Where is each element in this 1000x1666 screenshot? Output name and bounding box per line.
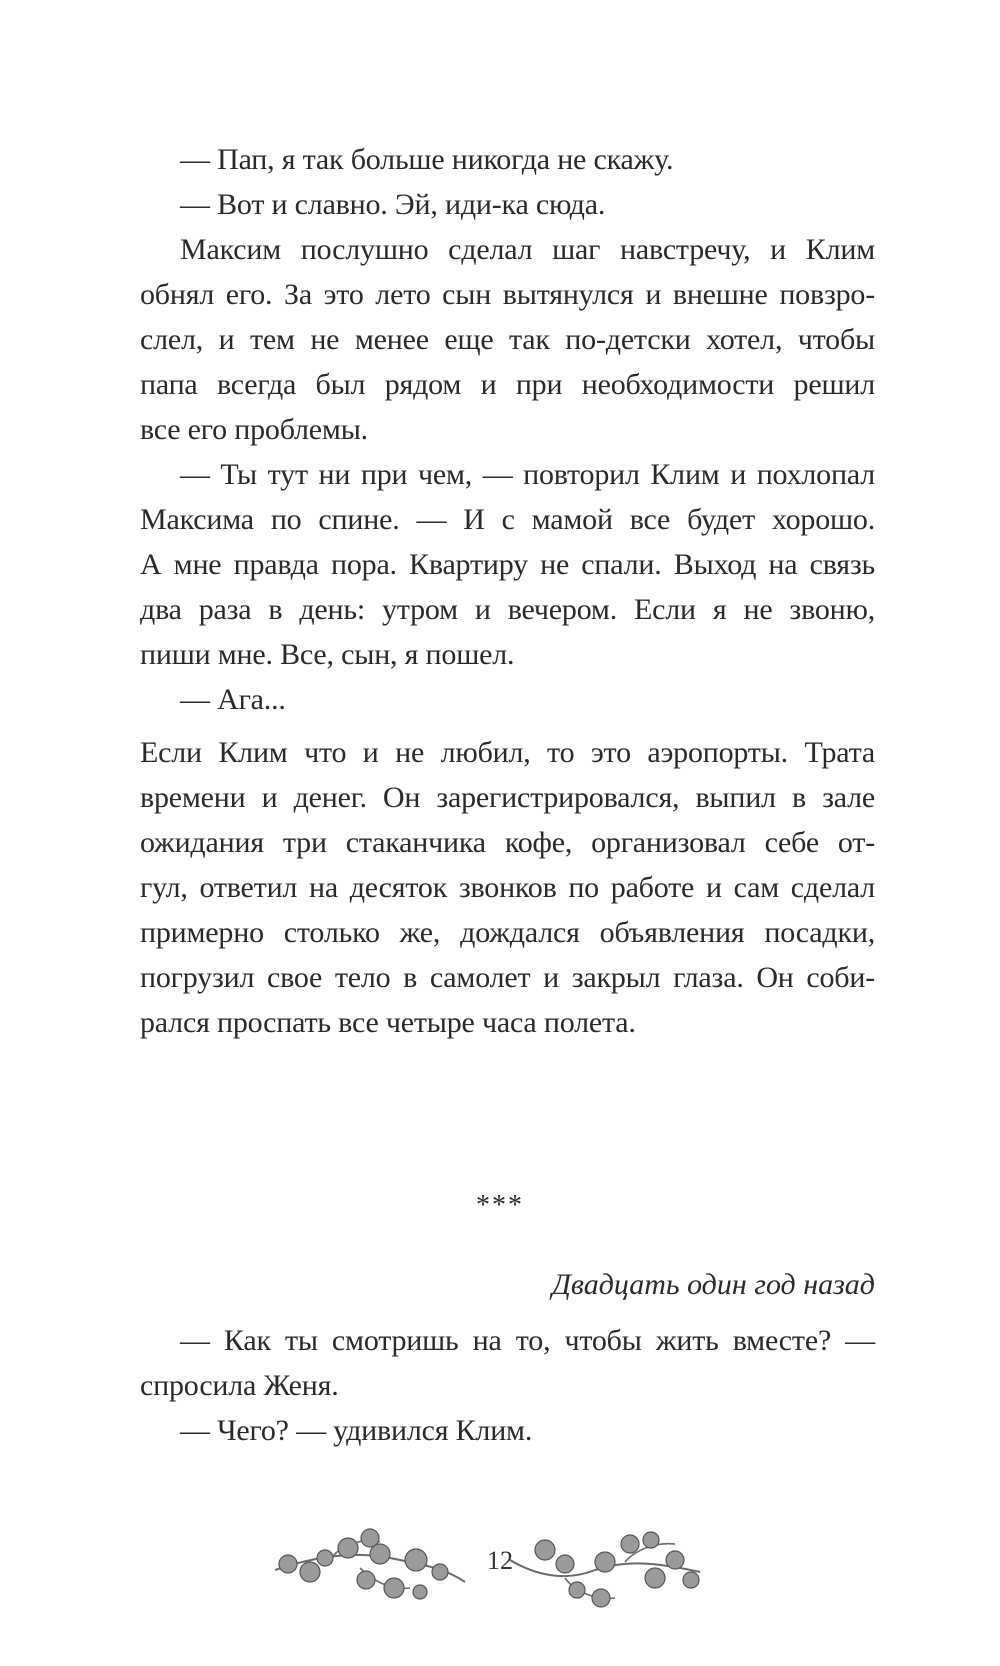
paragraph-line: примерно столько же, дождался объявления посадки, bbox=[140, 916, 875, 949]
text-block-top bbox=[140, 137, 875, 722]
paragraph-line: папа всегда был рядом и при необходимости решил bbox=[140, 368, 875, 401]
paragraph-line: гул, ответил на десяток звонков по работе и сам сделал bbox=[140, 871, 875, 904]
dialogue-line: — Пап, я так больше никогда не скажу. bbox=[180, 143, 674, 176]
paragraph-line: все его проблемы. bbox=[140, 413, 368, 446]
leafy-vine-ornament-icon bbox=[505, 1520, 705, 1610]
dialogue-line: — Ага... bbox=[180, 683, 286, 716]
paragraph-line: пиши мне. Все, сын, я пошел. bbox=[140, 638, 515, 671]
dialogue-line: спросила Женя. bbox=[140, 1369, 339, 1402]
paragraph-line: — Ты тут ни при чем, — повторил Клим и похлопал bbox=[180, 458, 875, 491]
paragraph-line: А мне правда пора. Квартиру не спали. Выход на связь bbox=[140, 548, 875, 581]
page-number: 12 bbox=[487, 1546, 513, 1575]
leafy-vine-ornament-icon bbox=[270, 1520, 470, 1610]
paragraph-line: времени и денег. Он зарегистрировался, выпил в зале bbox=[140, 781, 875, 814]
paragraph-line: слел, и тем не менее еще так по-детски хотел, чтобы bbox=[140, 323, 875, 356]
dialogue-line: — Вот и славно. Эй, иди-ка сюда. bbox=[180, 188, 606, 221]
dialogue-line: — Чего? — удивился Клим. bbox=[180, 1414, 533, 1447]
paragraph-line: Максим послушно сделал шаг навстречу, и Клим bbox=[180, 233, 875, 266]
paragraph-line: Максима по спине. — И с мамой все будет хорошо. bbox=[140, 503, 875, 536]
paragraph-line: погрузил свое тело в самолет и закрыл глаза. Он соби- bbox=[140, 961, 875, 994]
time-label: Двадцать один год назад bbox=[551, 1268, 875, 1301]
paragraph-line: два раза в день: утром и вечером. Если я не звоню, bbox=[140, 593, 875, 626]
text-block-middle bbox=[140, 730, 875, 1045]
paragraph-line: Если Клим что и не любил, то это аэропорты. Трата bbox=[140, 736, 875, 769]
text-block-bottom bbox=[140, 1318, 875, 1453]
paragraph-line: ожидания три стаканчика кофе, организовал себе от- bbox=[140, 826, 875, 859]
paragraph-line: рался проспать все четыре часа полета. bbox=[140, 1006, 636, 1039]
section-divider: *** bbox=[476, 1190, 524, 1221]
page-footer bbox=[0, 1520, 1000, 1610]
dialogue-line: — Как ты смотришь на то, чтобы жить вместе? — bbox=[180, 1324, 875, 1357]
paragraph-line: обнял его. За это лето сын вытянулся и внешне повзро- bbox=[140, 278, 875, 311]
